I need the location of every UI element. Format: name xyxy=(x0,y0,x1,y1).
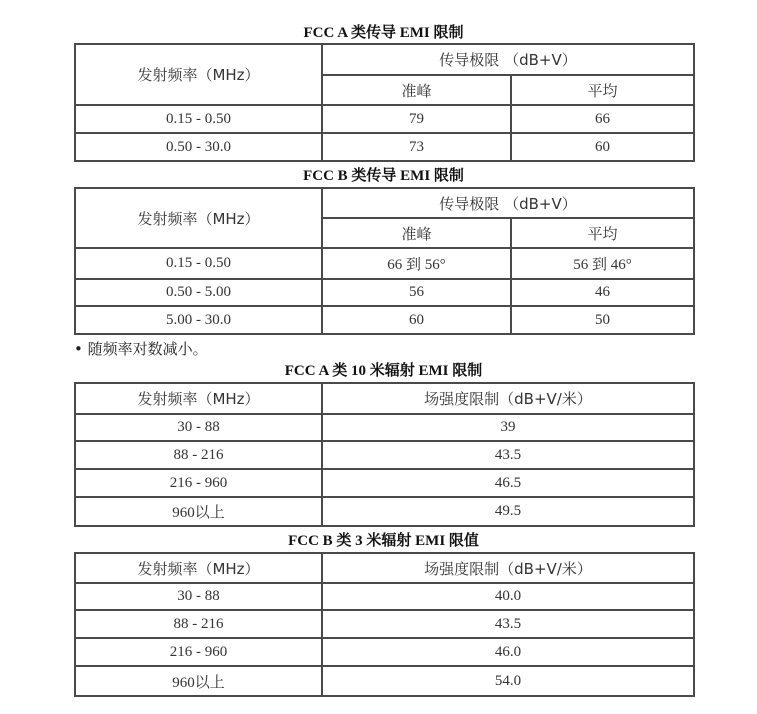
fcc-b-radiated-table xyxy=(74,552,695,697)
cell-limit: 40.0 xyxy=(322,583,694,610)
table-row xyxy=(75,497,694,526)
cell-frequency: 88 - 216 xyxy=(75,441,322,469)
cell-limit: 49.5 xyxy=(322,497,694,526)
cell-limit: 43.5 xyxy=(322,610,694,638)
table-row xyxy=(75,306,694,334)
table-row xyxy=(75,133,694,161)
cell-quasi-peak: 73 xyxy=(322,133,511,161)
fcc-b-conducted-table xyxy=(74,187,695,335)
cell-quasi-peak: 60 xyxy=(322,306,511,334)
cell-quasi-peak: 79 xyxy=(322,105,511,133)
table-row xyxy=(75,441,694,469)
cell-average: 56 到 46° xyxy=(511,248,694,279)
cell-frequency: 0.50 - 5.00 xyxy=(75,279,322,306)
cell-frequency: 88 - 216 xyxy=(75,610,322,638)
cell-frequency: 960以上 xyxy=(75,666,322,696)
header-conducted-limit: 传导极限 （dB+V） xyxy=(322,44,694,75)
fcc-a-conducted-table xyxy=(74,43,695,162)
header-field-strength: 场强度限制（dB+V/米） xyxy=(322,383,694,414)
table-d-title: FCC B 类 3 米辐射 EMI 限值 xyxy=(288,533,479,549)
table-row xyxy=(75,414,694,441)
cell-average: 60 xyxy=(511,133,694,161)
header-frequency: 发射频率（MHz） xyxy=(75,44,322,105)
header-conducted-limit: 传导极限 （dB+V） xyxy=(322,188,694,218)
table-c-title: FCC A 类 10 米辐射 EMI 限制 xyxy=(284,363,483,379)
cell-frequency: 216 - 960 xyxy=(75,638,322,666)
cell-average: 50 xyxy=(511,306,694,334)
fcc-a-radiated-table xyxy=(74,382,695,527)
cell-frequency: 0.50 - 30.0 xyxy=(75,133,322,161)
table-row xyxy=(75,583,694,610)
table-row xyxy=(75,666,694,696)
cell-frequency: 0.15 - 0.50 xyxy=(75,248,322,279)
header-frequency: 发射频率（MHz） xyxy=(75,188,322,248)
cell-average: 66 xyxy=(511,105,694,133)
cell-quasi-peak: 66 到 56° xyxy=(322,248,511,279)
cell-limit: 54.0 xyxy=(322,666,694,696)
table-row xyxy=(75,610,694,638)
cell-frequency: 30 - 88 xyxy=(75,583,322,610)
cell-frequency: 960以上 xyxy=(75,497,322,526)
table-row xyxy=(75,105,694,133)
header-average: 平均 xyxy=(511,218,694,248)
cell-quasi-peak: 56 xyxy=(322,279,511,306)
table-a-title: FCC A 类传导 EMI 限制 xyxy=(303,25,464,41)
cell-frequency: 216 - 960 xyxy=(75,469,322,497)
cell-average: 46 xyxy=(511,279,694,306)
header-frequency: 发射频率（MHz） xyxy=(75,553,322,583)
cell-limit: 46.0 xyxy=(322,638,694,666)
cell-frequency: 5.00 - 30.0 xyxy=(75,306,322,334)
footnote: • 随频率对数减小。 xyxy=(74,340,208,358)
cell-limit: 46.5 xyxy=(322,469,694,497)
table-row xyxy=(75,638,694,666)
header-frequency: 发射频率（MHz） xyxy=(75,383,322,414)
cell-limit: 39 xyxy=(322,414,694,441)
table-row xyxy=(75,469,694,497)
cell-limit: 43.5 xyxy=(322,441,694,469)
cell-frequency: 0.15 - 0.50 xyxy=(75,105,322,133)
header-field-strength: 场强度限制（dB+V/米） xyxy=(322,553,694,583)
header-average: 平均 xyxy=(511,75,694,105)
header-quasi-peak: 准峰 xyxy=(322,218,511,248)
table-b-title: FCC B 类传导 EMI 限制 xyxy=(303,168,464,184)
header-quasi-peak: 准峰 xyxy=(322,75,511,105)
cell-frequency: 30 - 88 xyxy=(75,414,322,441)
table-row xyxy=(75,279,694,306)
table-row xyxy=(75,248,694,279)
